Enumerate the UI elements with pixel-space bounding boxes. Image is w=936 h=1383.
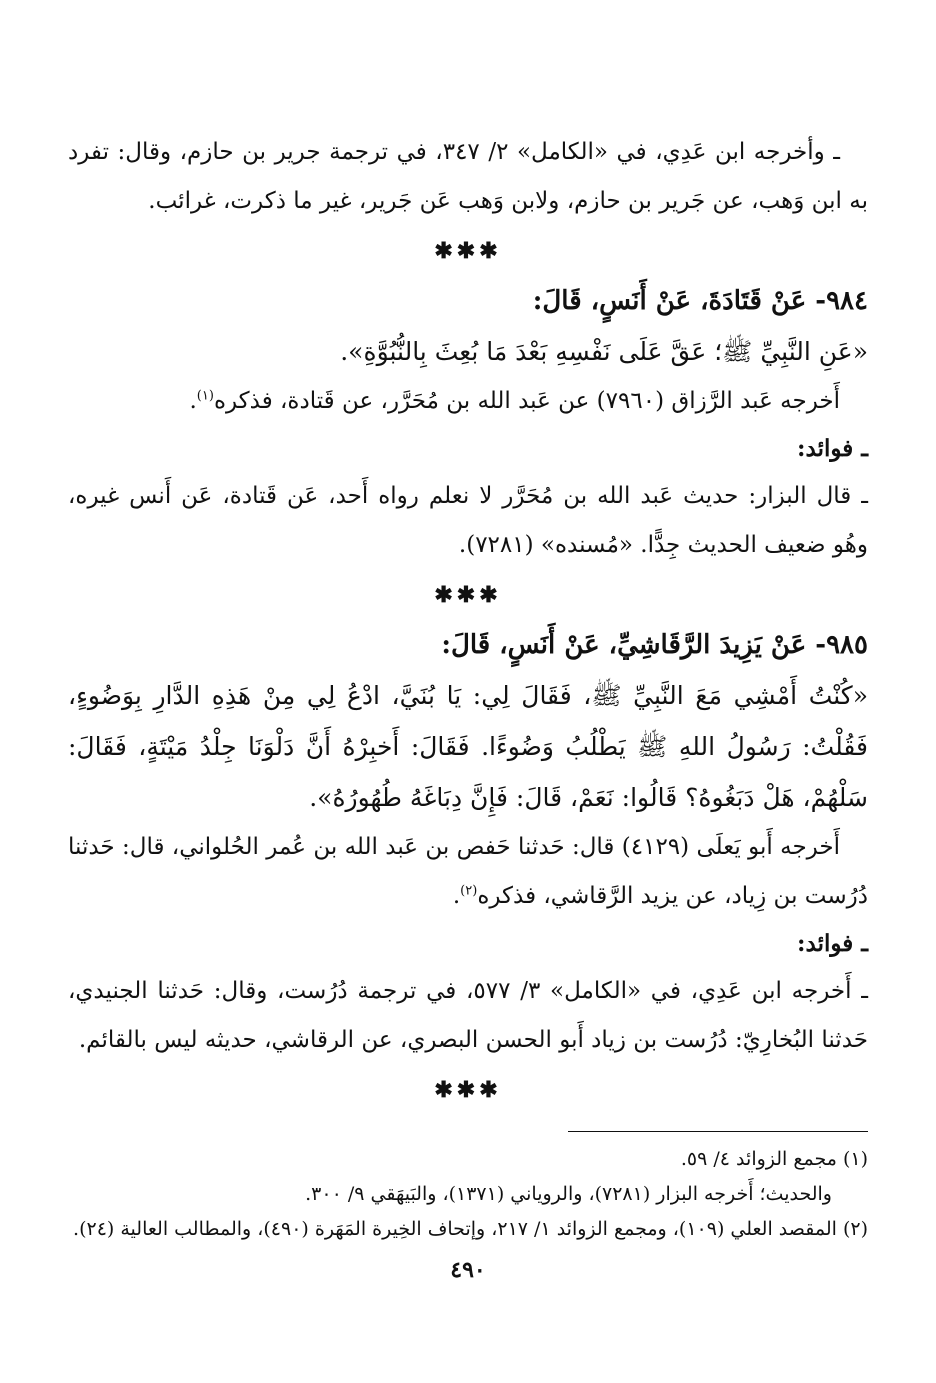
intro-line-2: تفرد به ابن وَهب، عن جَرير بن حازم، ولابن وَهب عَن جَرير، غير ما ذكرت، غرائب. [68, 139, 868, 214]
hadith-984-fawaid-text: ـ قال البزار: حديث عَبد الله بن مُحَرَّر لا نعلم رواه أَحد، عَن قَتادة، عَن أَنس غيره، وهُو ضعيف الحديث جِدًّا. «مُسنده» (٧٢٨١). [68, 483, 868, 558]
hadith-985-text: «كُنْتُ أَمْشِي مَعَ النَّبِيِّ ﷺ، فَقَالَ لِي: يَا بُنَيَّ، ادْعُ لِي مِنْ هَذِهِ الدَّارِ بِوَضُوءٍ، فَقُلْتُ: رَسُولُ اللهِ ﷺ يَطْلُبُ وَضُوءًا. فَقَالَ: أَخبِرْهُ أَنَّ دَلْوَنَا جِلْدُ مَيْتَةٍ، فَقَالَ: سَلْهُمْ، هَلْ دَبَغُوهُ؟ قَالُوا: نَعَمْ، قَالَ: فَإِنَّ دِبَاغَهُ طُهُورُهُ». [68, 681, 868, 812]
footnote-divider [568, 1131, 868, 1132]
footnote-ref-2[interactable]: (٢) [460, 883, 478, 899]
footnote-1-continuation: والحديث؛ أَخرجه البزار (٧٢٨١)، والروياني (١٣٧١)، والبَيهَقي ٩/ ٣٠٠. [305, 1183, 832, 1205]
hadith-985-takhrij-text: أَخرجه أَبو يَعلَى (٤١٢٩) قال: حَدثنا حَفص بن عَبد الله بن عُمر الحُلواني، قال: حَدثنا دُرُست بن زِياد، عن يزيد الرَّقاشي، فذكره [68, 834, 868, 909]
hadith-984-takhrij [68, 377, 868, 426]
section-separator: ✱✱✱ [434, 1077, 502, 1103]
takhrij-end-dot: . [189, 388, 197, 414]
intro-paragraph [68, 128, 868, 226]
hadith-984-fawaid-label: ـ فوائد: [797, 435, 868, 462]
section-separator: ✱✱✱ [434, 582, 502, 608]
hadith-984-text: «عَنِ النَّبِيِّ ﷺ؛ عَقَّ عَلَى نَفْسِهِ بَعْدَ مَا بُعِثَ بِالنُّبُوَّةِ». [340, 337, 868, 366]
footnote-ref-1[interactable]: (١) [196, 388, 214, 404]
hadith-985-heading: ٩٨٥- عَنْ يَزِيدَ الرَّقَاشِيِّ، عَنْ أَنَسٍ، قَالَ: [441, 630, 868, 660]
book-page [68, 128, 868, 1343]
section-separator: ✱✱✱ [434, 238, 502, 264]
takhrij-end-dot: . [452, 883, 461, 909]
intro-line-1: ـ وأخرجه ابن عَدِي، في «الكامل» ٢/ ٣٤٧، في ترجمة جرير بن حازم، وقال: [117, 139, 841, 165]
hadith-985-takhrij [68, 823, 868, 921]
hadith-985-fawaid-text: ـ أَخرجه ابن عَدِي، في «الكامل» ٣/ ٥٧٧، في ترجمة دُرُست، وقال: حَدثنا الجنيدي، حَدثنا البُخارِيّ: دُرُست بن زياد أَبو الحسن البصري، عن الرقاشي، حديثه ليس بالقائم. [68, 978, 868, 1053]
footnote-1: (١) مجمع الزوائد ٤/ ٥٩. [680, 1148, 868, 1170]
hadith-984-heading: ٩٨٤- عَنْ قَتَادَةَ، عَنْ أَنَسٍ، قَالَ: [532, 286, 868, 316]
page-number: ٤٩٠ [450, 1257, 486, 1283]
footnote-2: (٢) المقصد العلي (١٠٩)، ومجمع الزوائد ١/ ٢١٧، وإتحاف الخِيرة المَهَرة (٤٩٠)، والمطالب العالية (٢٤). [73, 1218, 868, 1240]
hadith-985-fawaid-label: ـ فوائد: [797, 930, 868, 957]
hadith-984-takhrij-text: أَخرجه عَبد الرَّزاق (٧٩٦٠) عن عَبد الله بن مُحَرَّر، عن قَتادة، فذكره [213, 388, 840, 414]
